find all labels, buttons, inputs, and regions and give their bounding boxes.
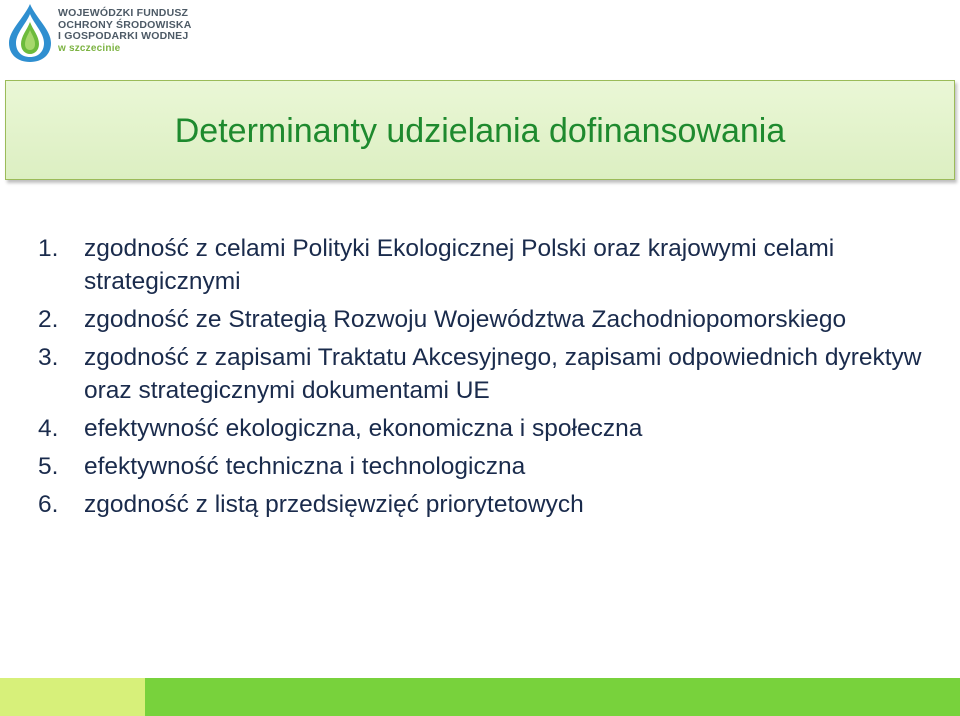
title-banner — [5, 80, 955, 180]
item-text: efektywność techniczna i technologiczna — [84, 453, 526, 480]
list-item — [38, 341, 938, 407]
list-item — [38, 488, 938, 521]
criteria-list — [38, 232, 938, 526]
logo-text — [58, 8, 192, 55]
item-text: efektywność ekologiczna, ekonomiczna i społeczna — [84, 415, 643, 442]
list-item — [38, 303, 938, 336]
fund-logo — [4, 2, 204, 64]
logo-city: w szczecinie — [58, 42, 121, 54]
item-number: 6. — [38, 491, 59, 518]
logo-line-2: OCHRONY ŚRODOWISKA — [58, 18, 192, 31]
item-number: 3. — [38, 344, 59, 371]
list-item — [38, 232, 938, 298]
item-text: zgodność ze Strategią Rozwoju Województwa Zachodniopomorskiego — [84, 306, 847, 333]
logo-line-3: I GOSPODARKI WODNEJ — [58, 30, 189, 42]
footer-bar-main — [145, 678, 960, 716]
list-item — [38, 450, 938, 483]
logo-line-1: WOJEWÓDZKI FUNDUSZ — [58, 7, 189, 19]
item-text: zgodność z listą przedsięwzięć priorytetowych — [84, 491, 584, 518]
item-number: 1. — [38, 235, 59, 262]
item-number: 5. — [38, 453, 59, 480]
footer-bar-accent — [0, 678, 145, 716]
item-text: zgodność z zapisami Traktatu Akcesyjnego, zapisami odpowiednich dyrektyw oraz strategicznymi dokumentami UE — [84, 344, 922, 404]
water-drop-icon — [4, 2, 56, 64]
item-number: 2. — [38, 306, 59, 333]
item-number: 4. — [38, 415, 59, 442]
list-item — [38, 412, 938, 445]
slide-title: Determinanty udzielania dofinansowania — [174, 112, 786, 150]
item-text: zgodność z celami Polityki Ekologicznej Polski oraz krajowymi celami strategicznymi — [84, 235, 835, 295]
footer-bar — [0, 678, 960, 716]
